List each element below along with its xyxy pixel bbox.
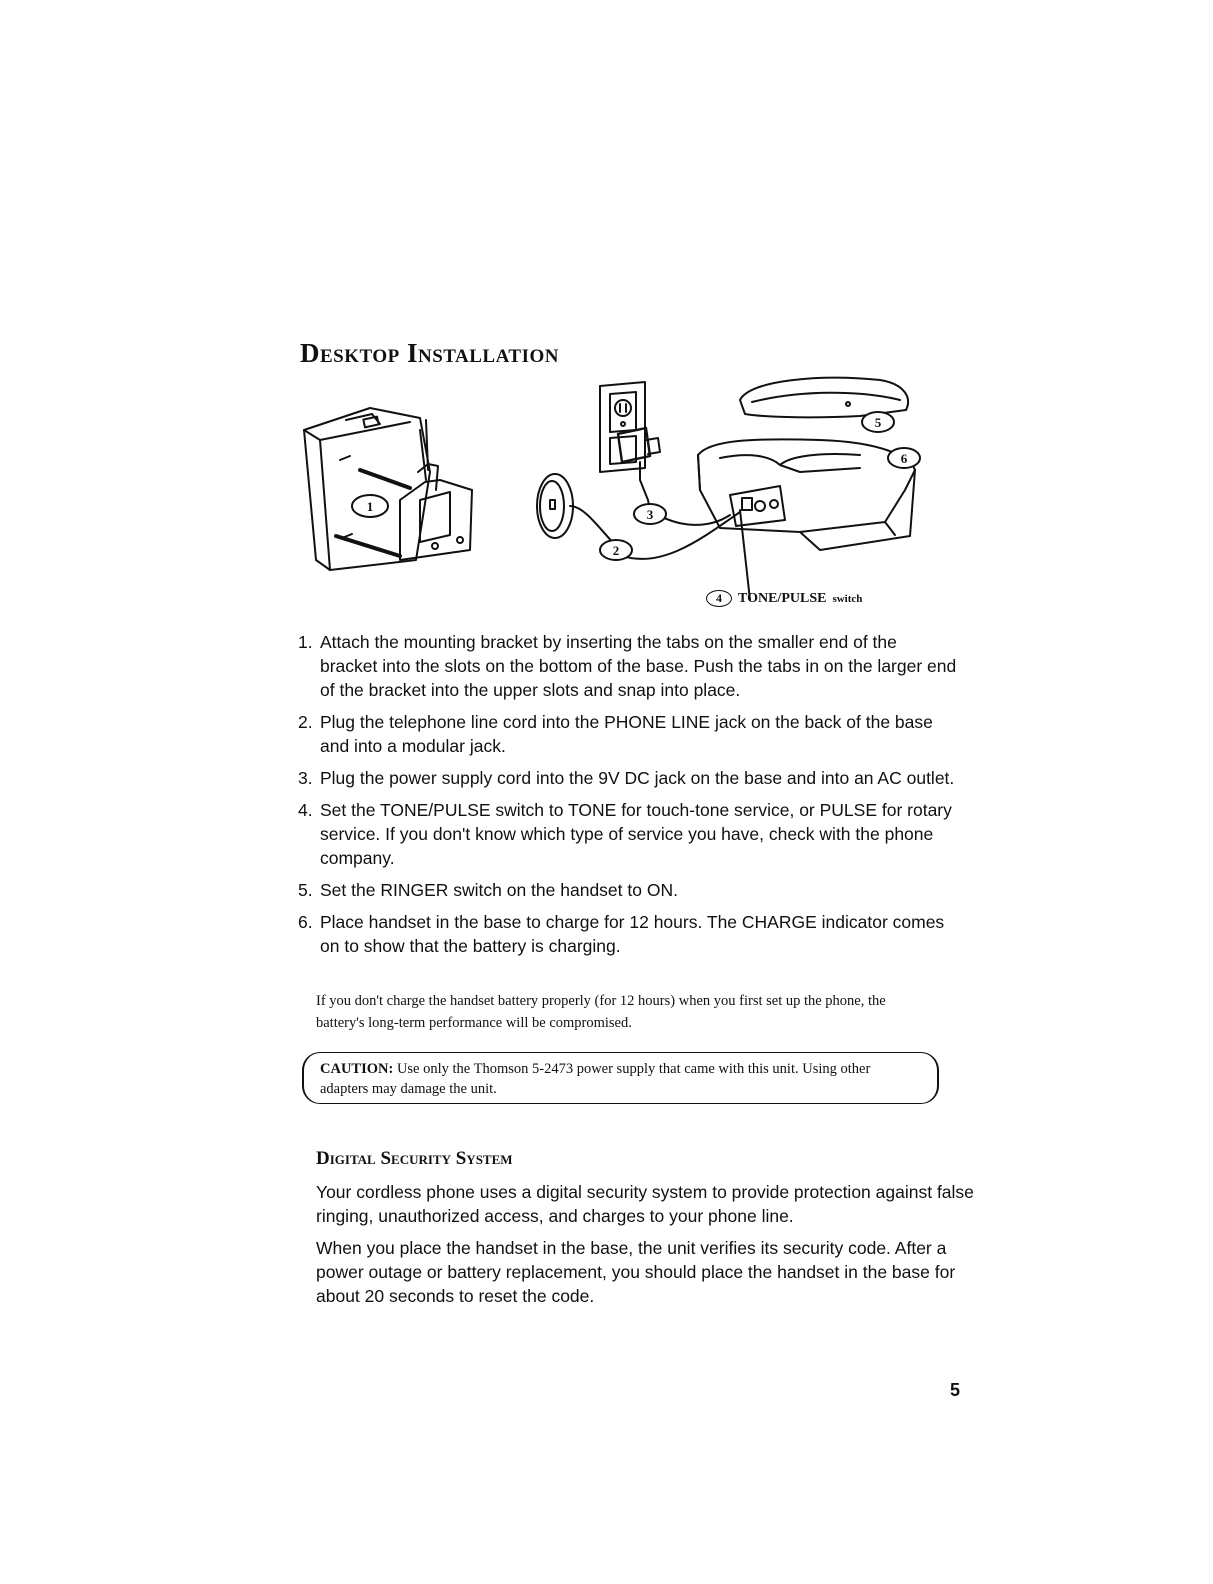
svg-text:5: 5 — [874, 415, 882, 430]
step-number: 6. — [298, 912, 313, 932]
caution-text — [320, 1059, 920, 1099]
subsection-title: Digital Security System — [316, 1148, 513, 1169]
callout-2 — [600, 540, 632, 560]
caution-label: CAUTION: — [320, 1061, 394, 1077]
step-item — [298, 878, 958, 902]
callout-3 — [634, 504, 666, 524]
installation-illustration — [300, 360, 940, 615]
base-bottom-view-drawing — [304, 408, 472, 570]
tone-pulse-label: TONE/PULSE — [738, 590, 827, 606]
step-number: 5. — [298, 880, 313, 900]
caution-box — [302, 1052, 939, 1104]
step-number: 1. — [298, 632, 313, 652]
svg-text:2: 2 — [612, 543, 620, 558]
step-item — [298, 766, 958, 790]
caution-body: Use only the Thomson 5-2473 power supply that came with this unit. Using other adapters may damage the unit. — [320, 1061, 871, 1097]
step-text: Set the RINGER switch on the handset to ON. — [320, 880, 678, 900]
section-title: Desktop Installation — [300, 338, 559, 368]
callout-4: 4 — [706, 590, 732, 607]
step-item — [298, 910, 958, 958]
security-paragraph-2: When you place the handset in the base, the unit verifies its security code. After a power outage or battery replacement, you should place the handset in the base for about 20 seconds to reset the code. — [316, 1238, 956, 1306]
wall-outlet-drawing — [600, 382, 660, 510]
step-number: 3. — [298, 768, 313, 788]
step-item — [298, 798, 958, 870]
battery-note: If you don't charge the handset battery properly (for 12 hours) when you first set up the phone, the battery's long-term performance will be compromised. — [316, 993, 886, 1031]
step-text: Plug the telephone line cord into the PHONE LINE jack on the back of the base and into a modular jack. — [320, 712, 933, 756]
step-text: Plug the power supply cord into the 9V DC jack on the base and into an AC outlet. — [320, 768, 955, 788]
svg-text:6: 6 — [900, 451, 908, 466]
step-item — [298, 630, 958, 702]
step-number: 2. — [298, 712, 313, 732]
step-number: 4. — [298, 800, 313, 820]
security-paragraph-1: Your cordless phone uses a digital security system to provide protection against false ringing, unauthorized access, and charges to your phone line. — [316, 1182, 974, 1226]
switch-suffix: switch — [832, 592, 863, 605]
step-text: Set the TONE/PULSE switch to TONE for touch-tone service, or PULSE for rotary service. If you don't know which type of service you have, check with the phone company. — [320, 800, 952, 868]
svg-text:3: 3 — [646, 507, 654, 522]
installation-steps — [298, 630, 958, 966]
callout-6 — [888, 448, 920, 468]
tone-pulse-caption — [706, 590, 862, 607]
callout-5 — [862, 412, 894, 432]
modular-jack-drawing — [537, 474, 620, 550]
step-item — [298, 710, 958, 758]
page-number: 5 — [950, 1380, 961, 1400]
callout-1 — [352, 495, 388, 517]
svg-text:1: 1 — [366, 499, 374, 514]
step-text: Place handset in the base to charge for 12 hours. The CHARGE indicator comes on to show that the battery is charging. — [320, 912, 945, 956]
handset-drawing — [740, 378, 908, 418]
step-text: Attach the mounting bracket by inserting the tabs on the smaller end of the bracket into the slots on the bottom of the base. Push the tabs in on the larger end of the bracket into the upper slots and snap into place. — [320, 632, 957, 700]
